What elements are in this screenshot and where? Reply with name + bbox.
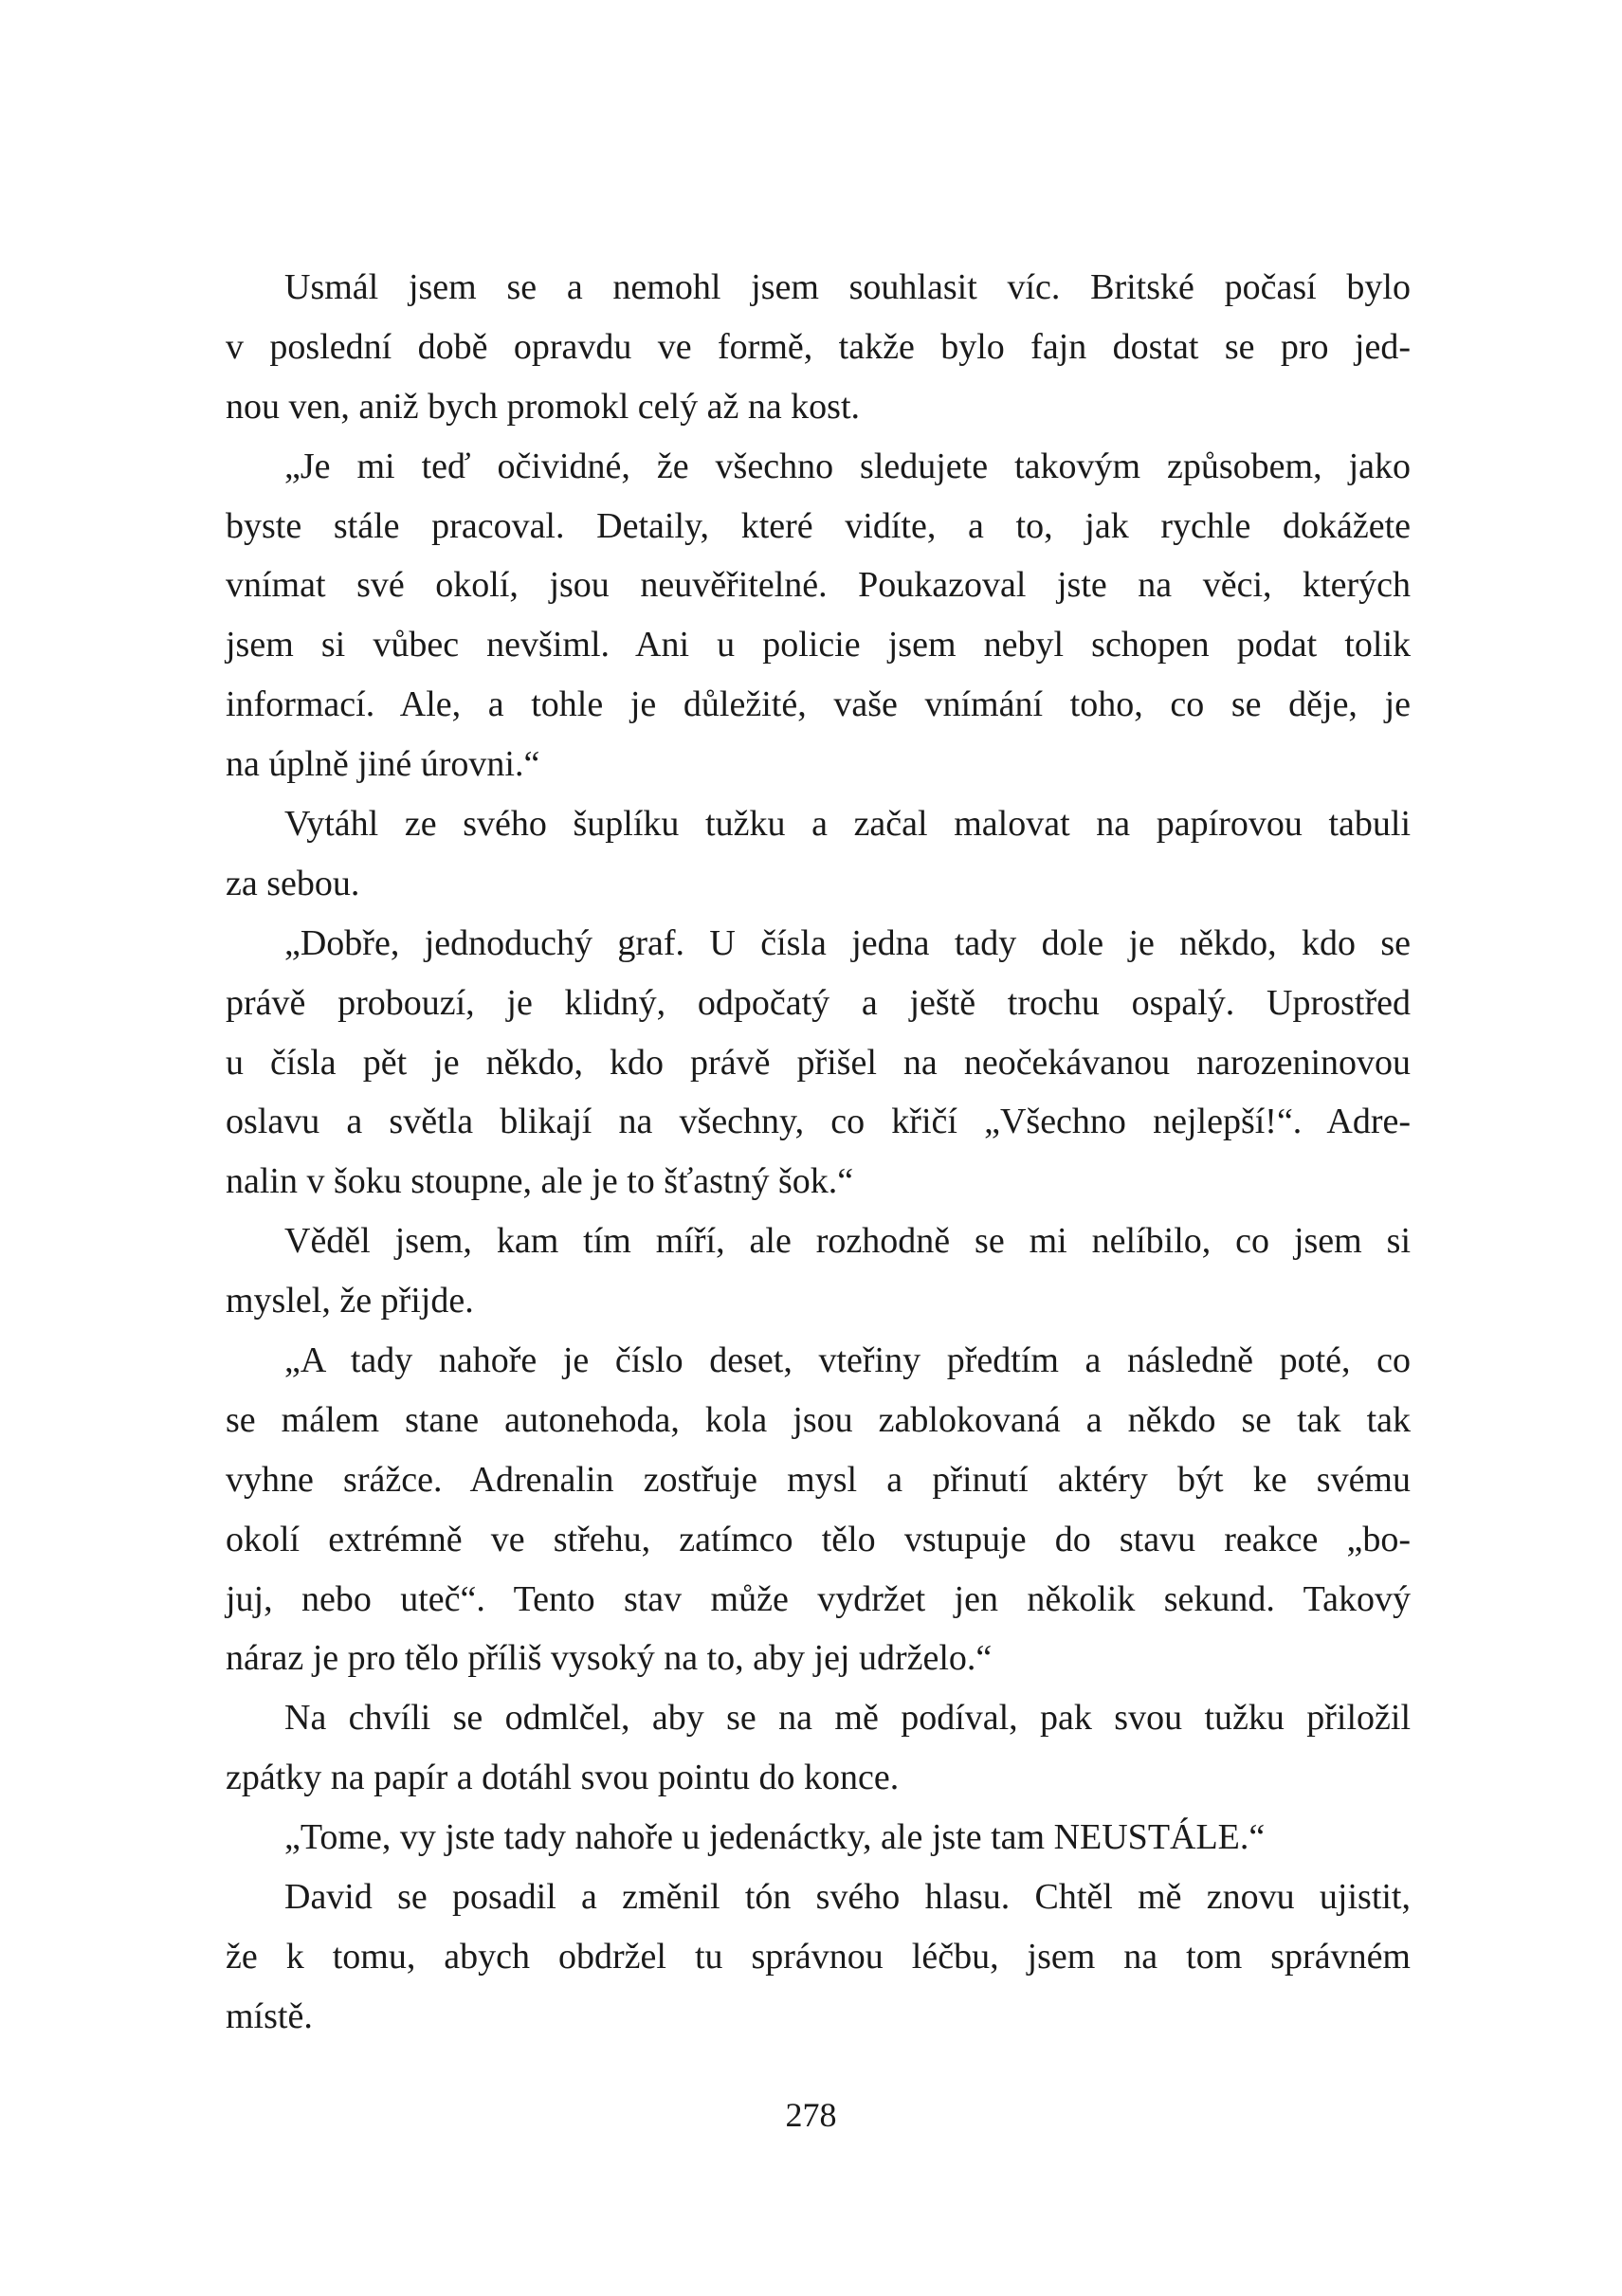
text-line: na úplně jiné úrovni.“ — [226, 744, 540, 785]
text-line: David se posadil a změnil tón svého hlasu. Chtěl mě znovu ujistit, — [284, 1877, 1411, 1918]
text-line: že k tomu, abych obdržel tu správnou léčbu, jsem na tom správném — [226, 1936, 1411, 1977]
paragraph — [226, 1868, 1411, 2047]
text-line: Věděl jsem, kam tím míří, ale rozhodně se mi nelíbilo, co jsem si — [284, 1221, 1411, 1262]
page-number: 278 — [785, 2096, 837, 2134]
text-line: oslavu a světla blikají na všechny, co křičí „Všechno nejlepší!“. Adre- — [226, 1102, 1411, 1142]
page-body-text — [226, 258, 1411, 2047]
text-line: v poslední době opravdu ve formě, takže bylo fajn dostat se pro jed- — [226, 326, 1411, 367]
text-line: Na chvíli se odmlčel, aby se na mě podíval, pak svou tužku přiložil — [284, 1698, 1411, 1739]
text-line: „Dobře, jednoduchý graf. U čísla jedna tady dole je někdo, kdo se — [284, 922, 1411, 963]
text-line: „Tome, vy jste tady nahoře u jedenáctky, ale jste tam NEUSTÁLE.“ — [284, 1817, 1266, 1858]
text-line: vyhne srážce. Adrenalin zostřuje mysl a přinutí aktéry být ke svému — [226, 1459, 1411, 1500]
text-line: jsem si vůbec nevšiml. Ani u policie jsem nebyl schopen podat tolik — [226, 625, 1411, 665]
paragraph — [226, 794, 1411, 914]
text-line: za sebou. — [226, 863, 360, 903]
text-line: místě. — [226, 1995, 313, 2036]
text-line: juj, nebo uteč“. Tento stav může vydržet jen několik sekund. Takový — [226, 1578, 1411, 1619]
text-line: náraz je pro tělo příliš vysoký na to, aby jej udrželo.“ — [226, 1638, 993, 1679]
text-line: nalin v šoku stoupne, ale je to šťastný šok.“ — [226, 1161, 854, 1202]
paragraph — [226, 437, 1411, 794]
paragraph — [226, 1808, 1411, 1868]
text-line: vnímat své okolí, jsou neuvěřitelné. Poukazoval jste na věci, kterých — [226, 565, 1411, 606]
text-line: Vytáhl ze svého šuplíku tužku a začal malovat na papírovou tabuli — [284, 804, 1411, 845]
text-line: informací. Ale, a tohle je důležité, vaše vnímání toho, co se děje, je — [226, 684, 1411, 725]
paragraph — [226, 914, 1411, 1212]
text-line: nou ven, aniž bych promokl celý až na kost. — [226, 386, 861, 427]
text-line: „A tady nahoře je číslo deset, vteřiny předtím a následně poté, co — [284, 1340, 1411, 1381]
paragraph — [226, 258, 1411, 437]
text-line: byste stále pracoval. Detaily, které vidíte, a to, jak rychle dokážete — [226, 505, 1411, 546]
text-line: u čísla pět je někdo, kdo právě přišel na neočekávanou narozeninovou — [226, 1042, 1411, 1083]
text-line: právě probouzí, je klidný, odpočatý a ještě trochu ospalý. Uprostřed — [226, 982, 1411, 1023]
text-line: okolí extrémně ve střehu, zatímco tělo vstupuje do stavu reakce „bo- — [226, 1519, 1411, 1559]
paragraph — [226, 1688, 1411, 1808]
text-line: zpátky na papír a dotáhl svou pointu do konce. — [226, 1758, 900, 1798]
text-line: „Je mi teď očividné, že všechno sledujete takovým způsobem, jako — [284, 446, 1411, 486]
paragraph — [226, 1212, 1411, 1331]
text-line: se málem stane autonehoda, kola jsou zablokovaná a někdo se tak tak — [226, 1399, 1411, 1440]
paragraph — [226, 1331, 1411, 1688]
text-line: myslel, že přijde. — [226, 1281, 474, 1321]
text-line: Usmál jsem se a nemohl jsem souhlasit víc. Britské počasí bylo — [284, 267, 1411, 307]
